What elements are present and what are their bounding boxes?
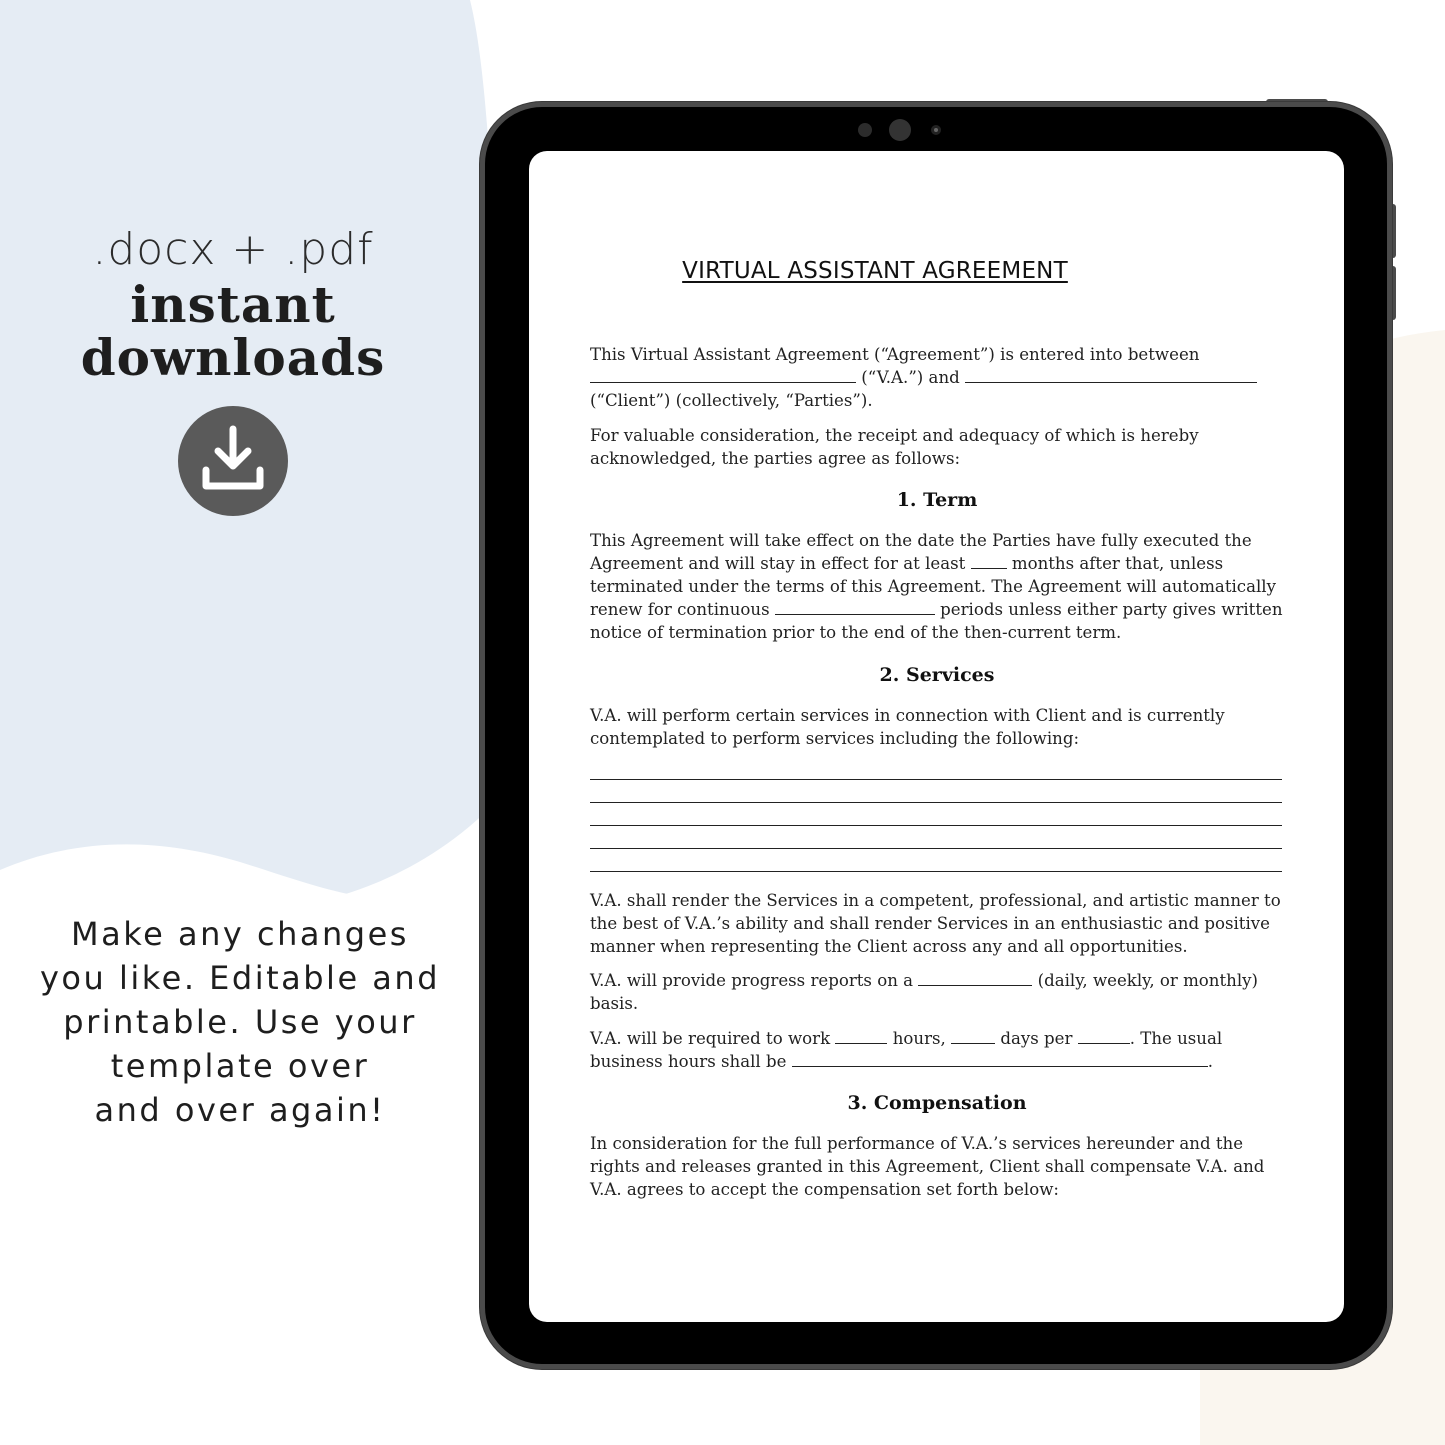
report-frequency-blank[interactable]	[918, 969, 1032, 986]
hours-text: V.A. will be required to work	[590, 1029, 831, 1048]
services-line-blank[interactable]	[590, 779, 1282, 780]
consideration-paragraph: For valuable consideration, the receipt and adequacy of which is hereby acknowledged, the parties agree as follows:	[590, 426, 1199, 468]
reports-text: (daily, weekly, or monthly) basis.	[590, 971, 1258, 1013]
intro-line: This Virtual Assistant Agreement (“Agreement”) is entered into between	[590, 345, 1200, 364]
download-icon	[178, 406, 288, 516]
section-heading-compensation: 3. Compensation	[847, 1092, 1027, 1114]
renewal-period-blank[interactable]	[775, 598, 935, 615]
hours-text: days per	[1000, 1029, 1073, 1048]
reports-paragraph	[590, 969, 1284, 1015]
hours-blank[interactable]	[835, 1027, 887, 1044]
camera-sensor-icon	[858, 123, 872, 137]
section-heading-services: 2. Services	[879, 664, 995, 686]
term-text: periods unless either party gives written notice of termination prior to the end of the then-current term.	[590, 600, 1283, 642]
promo-tagline	[20, 912, 460, 1132]
services-line-blank[interactable]	[590, 802, 1282, 803]
period-blank[interactable]	[1078, 1027, 1130, 1044]
headline-instant: instant	[130, 275, 336, 334]
camera-indicator-icon	[931, 125, 941, 135]
business-hours-blank[interactable]	[792, 1050, 1208, 1067]
promo-header	[0, 222, 466, 387]
download-button[interactable]	[178, 406, 288, 516]
client-name-blank[interactable]	[965, 366, 1257, 383]
hours-text: hours,	[892, 1029, 946, 1048]
tagline-line: printable. Use your	[63, 1003, 417, 1041]
tagline-line: template over	[110, 1047, 370, 1085]
tablet-screen	[529, 151, 1344, 1322]
client-label: (“Client”) (collectively, “Parties”).	[590, 391, 873, 410]
camera-lens-icon	[889, 119, 911, 141]
va-name-blank[interactable]	[590, 366, 856, 383]
compensation-paragraph: In consideration for the full performance of V.A.’s services hereunder and the rights and releases granted in this Agreement, Client shall compensate V.A. and V.A. agrees to accept the compensation set forth below:	[590, 1134, 1265, 1199]
tagline-line: and over again!	[94, 1091, 386, 1129]
document-title: VIRTUAL ASSISTANT AGREEMENT	[682, 258, 1068, 284]
tagline-line: Make any changes	[71, 915, 409, 953]
hours-paragraph	[590, 1027, 1284, 1073]
intro-paragraph	[590, 343, 1284, 412]
file-formats: .docx + .pdf	[92, 224, 374, 275]
services-line-blank[interactable]	[590, 825, 1282, 826]
headline-downloads: downloads	[80, 328, 386, 387]
services-line-blank[interactable]	[590, 848, 1282, 849]
services-render-paragraph: V.A. shall render the Services in a competent, professional, and artistic manner to the best of V.A.’s ability and shall render Services in an enthusiastic and positive manner when representing the Client across any and all opportunities.	[590, 891, 1281, 956]
term-text: months after that, unless terminated under the terms of this Agreement. The Agreement will automatically renew for continuous	[590, 554, 1276, 619]
term-paragraph	[590, 529, 1284, 644]
days-blank[interactable]	[951, 1027, 995, 1044]
va-label: (“V.A.”) and	[861, 368, 960, 387]
months-blank[interactable]	[971, 552, 1007, 569]
section-heading-term: 1. Term	[896, 489, 978, 511]
tagline-line: you like. Editable and	[39, 959, 440, 997]
services-intro-paragraph: V.A. will perform certain services in connection with Client and is currently contemplated to perform services including the following:	[590, 706, 1225, 748]
hours-text: .	[1207, 1052, 1214, 1071]
hours-text: . The usual business hours shall be	[590, 1029, 1223, 1071]
services-line-blank[interactable]	[590, 871, 1282, 872]
reports-text: V.A. will provide progress reports on a	[590, 971, 914, 990]
term-text: This Agreement will take effect on the date the Parties have fully executed the Agreement and will stay in effect for at least	[590, 531, 1252, 573]
